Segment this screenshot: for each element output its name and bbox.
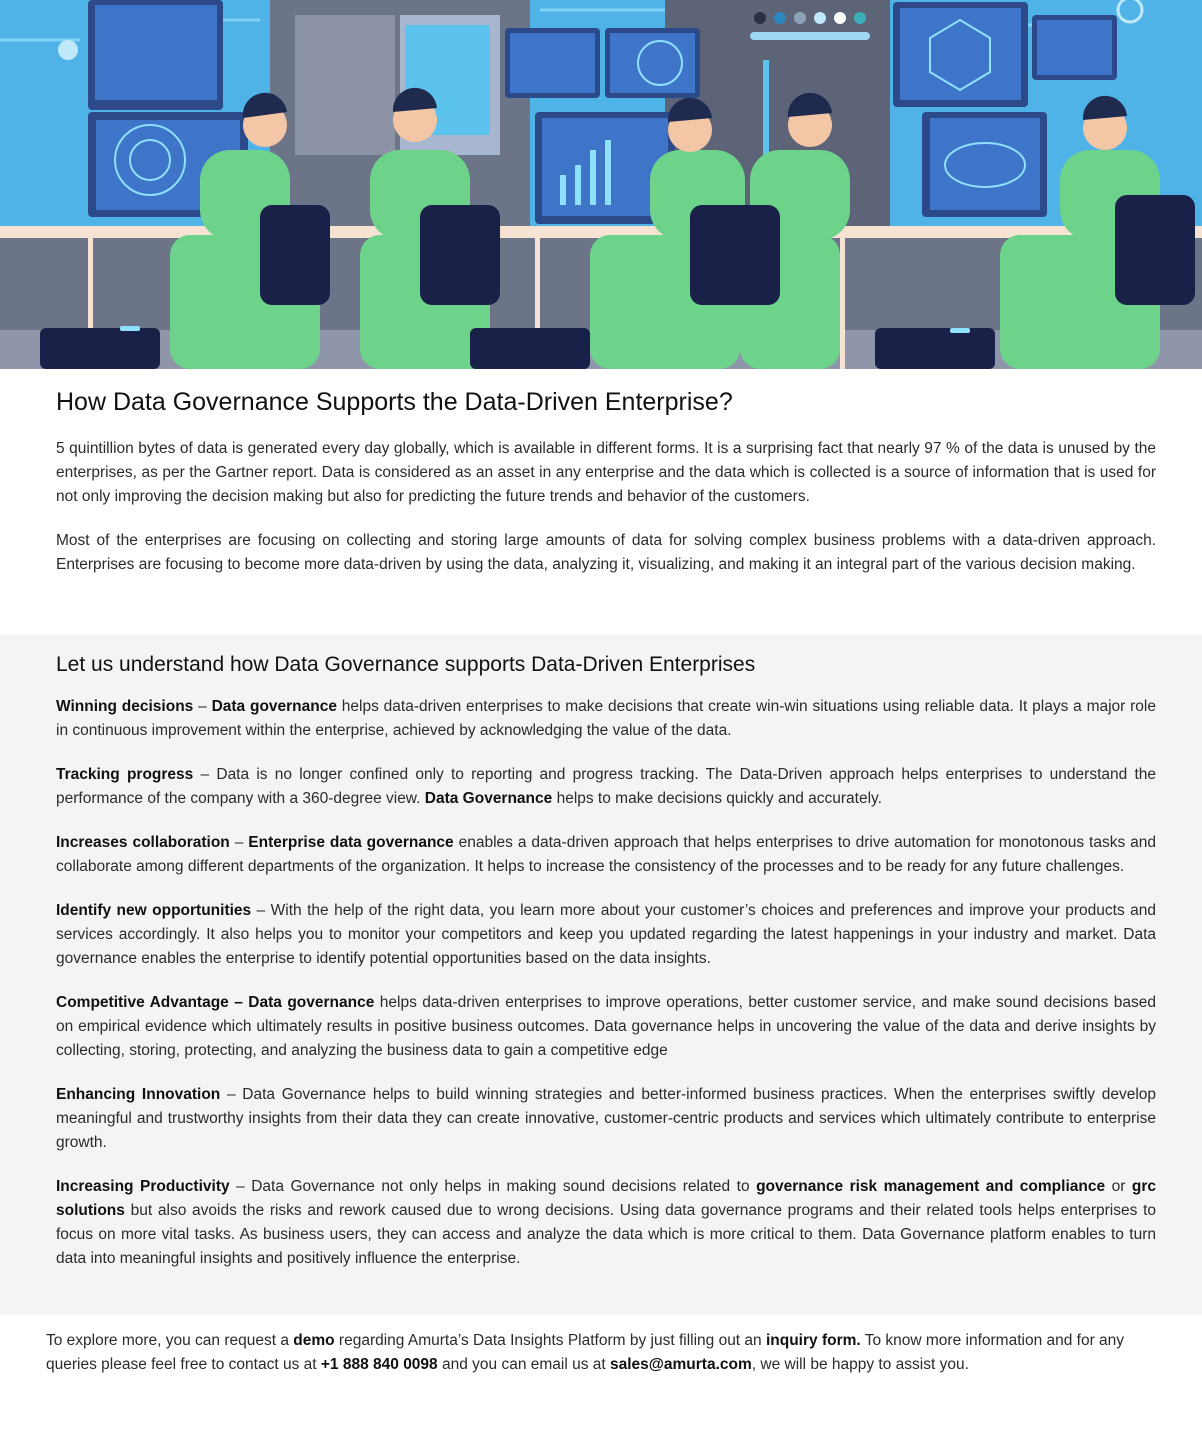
hero-illustration (0, 0, 1202, 369)
benefit-heading: Tracking progress (56, 766, 194, 783)
benefit-identify-opportunities: Identify new opportunities – With the help of the right data, you learn more about your customer’s choices and preferences and improve your products and services accordingly. It also helps you to monitor your competitors and keep you updated regarding the latest happenings in your industry and market. Data governance enables the enterprise to identify potential opportunities based on the data insights. (56, 902, 1156, 967)
phone-number[interactable]: +1 888 840 0098 (320, 1356, 438, 1373)
benefits-section (0, 635, 1202, 1315)
demo-link[interactable]: demo (293, 1332, 335, 1349)
section-title: Let us understand how Data Governance supports Data-Driven Enterprises (56, 653, 756, 676)
benefit-enhancing-innovation: Enhancing Innovation – Data Governance helps to build winning strategies and better-informed business practices. When the enterprises swiftly develop meaningful and trustworthy insights from their data they can create innovative, customer-centric products and services which ultimately contribute to enterprise growth. (56, 1086, 1157, 1151)
benefit-winning-decisions: Winning decisions – Data governance helps data-driven enterprises to make decisions that create win-win situations using reliable data. It plays a major role in continuous improvement within the enterprise, achieved by acknowledging the value of the data. (56, 698, 1156, 739)
benefit-heading: Increasing Productivity (56, 1178, 230, 1195)
intro-paragraph-2: Most of the enterprises are focusing on collecting and storing large amounts of data for solving complex business problems with a data-driven approach. Enterprises are focusing to become more data-driven by using the data, analyzing it, visualizing, and making it an integral part of the various decision making. (56, 532, 1156, 573)
benefit-competitive-advantage: Competitive Advantage – Data governance helps data-driven enterprises to improve operations, better customer service, and make sound decisions based on empirical evidence which ultimately results in positive business outcomes. Data governance helps in uncovering the value of the data and derive insights by collecting, storing, protecting, and analyzing the business data to gain a competitive edge (56, 994, 1156, 1059)
email-link[interactable]: sales@amurta.com (610, 1356, 752, 1373)
benefit-heading: Enhancing Innovation (56, 1086, 221, 1103)
contact-paragraph: To explore more, you can request a demo regarding Amurta’s Data Insights Platform by just filling out an inquiry form. To know more information and for any queries please feel free to contact us at +1 888 840 0098 and you can email us at sales@amurta.com, we will be happy to assist you. (46, 1332, 1125, 1373)
inquiry-form-link[interactable]: inquiry form. (765, 1332, 861, 1349)
page-title: How Data Governance Supports the Data-Driven Enterprise? (56, 388, 733, 416)
intro-section (0, 369, 1202, 627)
contact-footer (0, 1315, 1202, 1377)
benefit-increases-collaboration: Increases collaboration – Enterprise data governance enables a data-driven approach that helps enterprises to drive automation for monotonous tasks and collaborate among different departments of the organization. It helps to increase the consistency of the processes and to be ready for any future challenges. (56, 834, 1156, 875)
benefit-tracking-progress: Tracking progress – Data is no longer confined only to reporting and progress tracking. The Data-Driven approach helps enterprises to understand the performance of the company with a 360-degree view. Data Governance helps to make decisions quickly and accurately. (56, 766, 1156, 807)
intro-paragraph-1: 5 quintillion bytes of data is generated every day globally, which is available in different forms. It is a surprising fact that nearly 97 % of the data is unused by the enterprises, as per the Gartner report. Data is considered as an asset in any enterprise and the data which is collected is a source of information that is used for not only improving the decision making but also for predicting the future trends and behavior of the customers. (56, 440, 1156, 505)
benefit-heading: Competitive Advantage – Data governance (56, 994, 375, 1011)
benefit-heading: Winning decisions (56, 698, 194, 715)
benefit-heading: Increases collaboration (56, 834, 230, 851)
benefit-heading: Identify new opportunities (56, 902, 252, 919)
benefit-increasing-productivity: Increasing Productivity – Data Governance not only helps in making sound decisions related to governance risk management and compliance or grc solutions but also avoids the risks and rework caused due to wrong decisions. Using data governance programs and their related tools helps enterprises to focus on more vital tasks. As business users, they can access and analyze the data which is more critical to them. Data Governance platform enables to turn data into meaningful insights and positively influence the enterprise. (56, 1178, 1156, 1267)
